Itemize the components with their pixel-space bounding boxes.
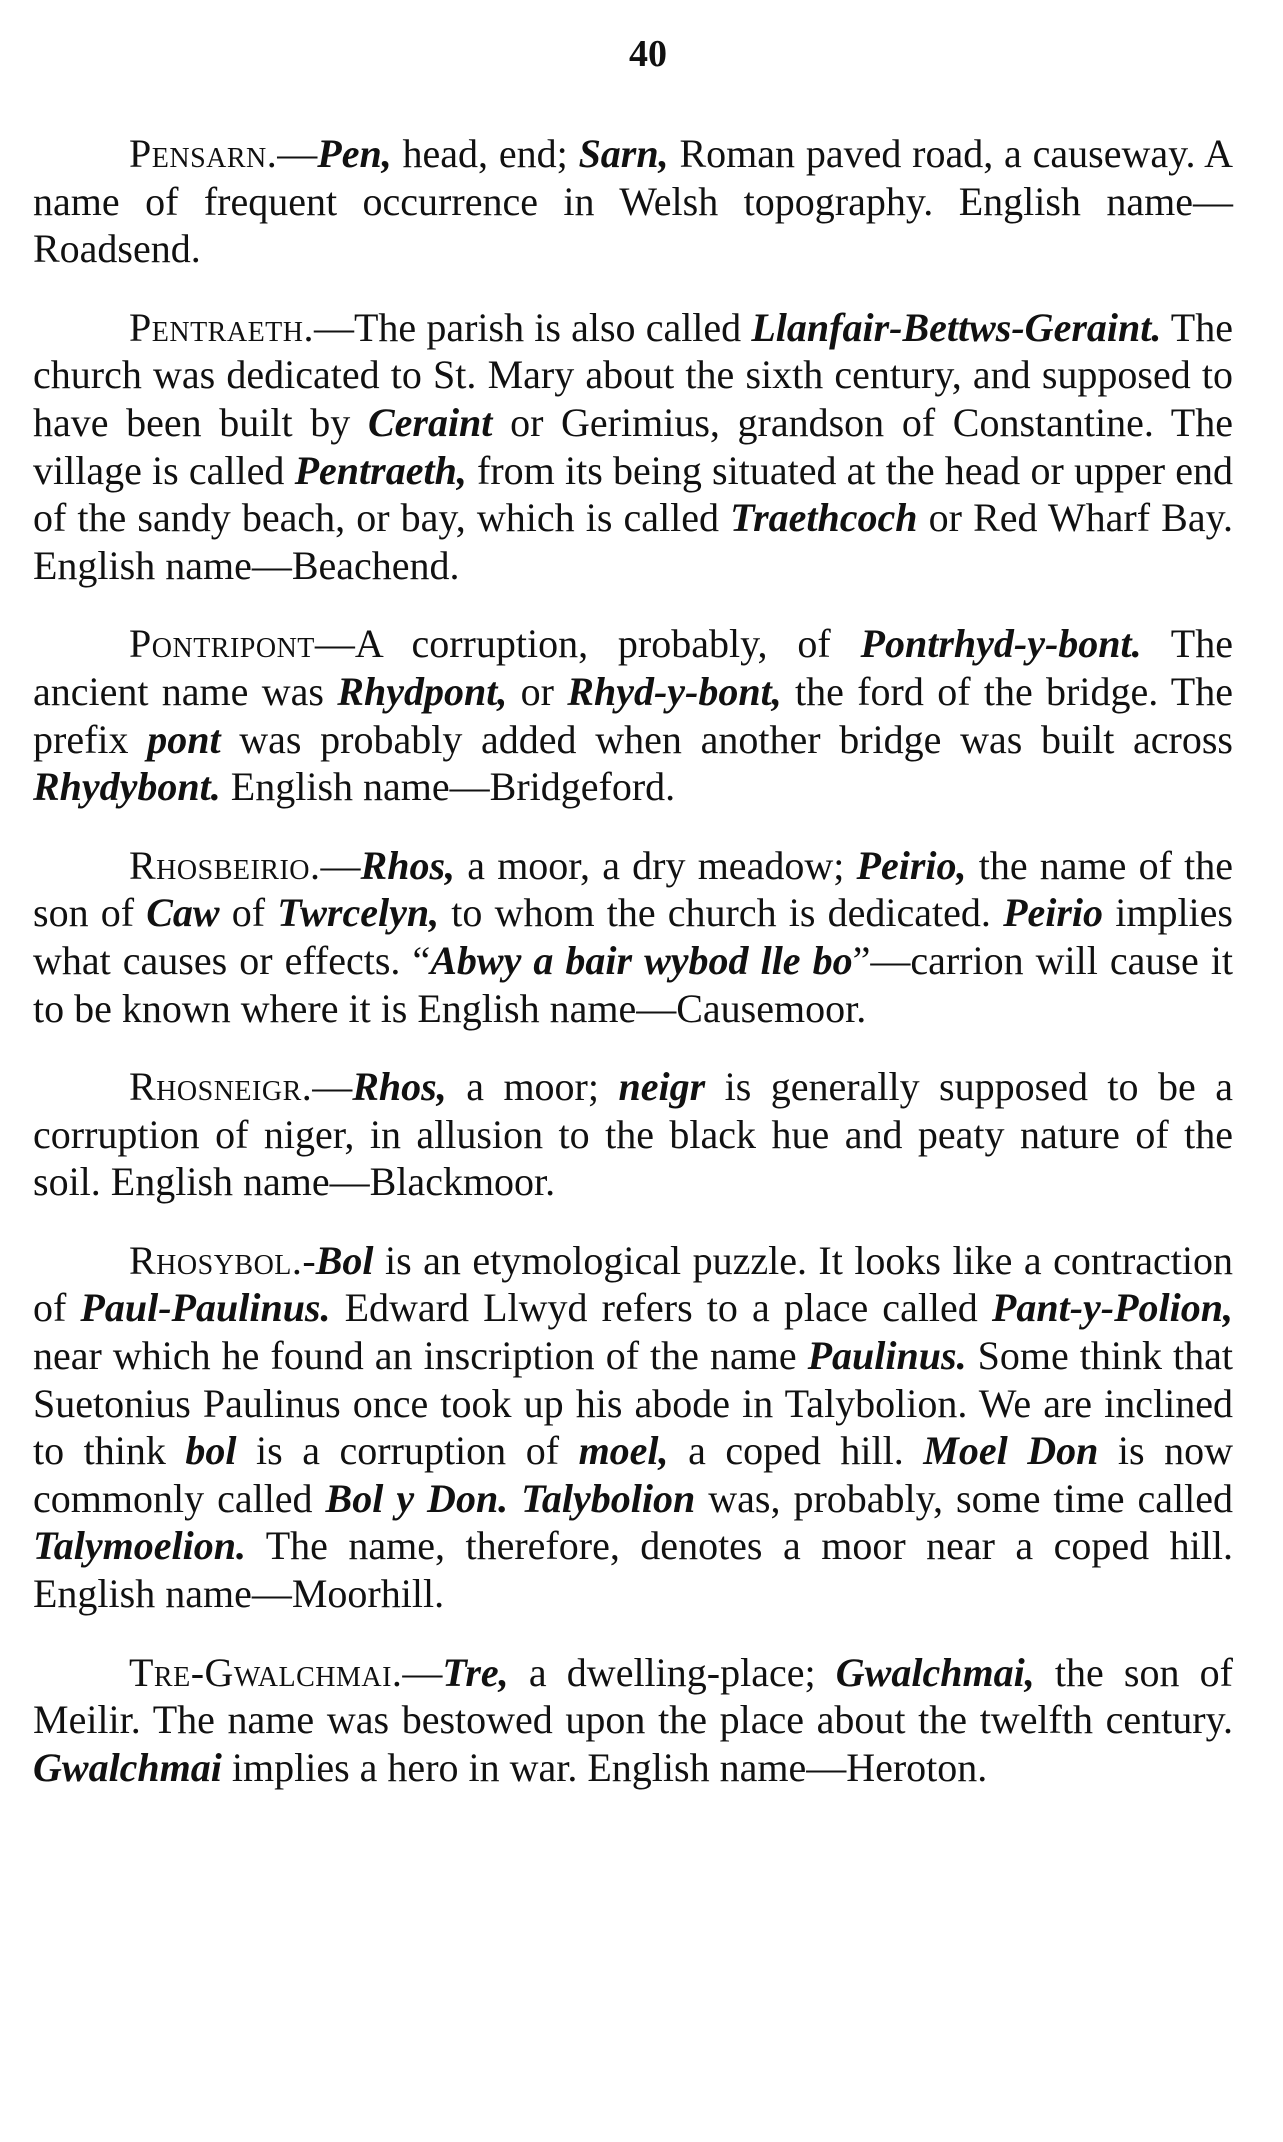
entry-text: —A corruption, probably, of <box>314 621 861 667</box>
italic-term: Rhyd-y-bont, <box>567 668 782 714</box>
entry-paragraph <box>33 620 1233 810</box>
entry-headword: Pentraeth. <box>129 304 314 350</box>
entry-text: a coped hill. <box>668 1428 924 1474</box>
entry-text: or Red Wharf Bay. English name—Beachend. <box>33 495 1233 588</box>
entry-text: the son of Meilir. The name was bestowed upon the place about the twelfth century. <box>33 1649 1233 1743</box>
entry-text: implies what causes or effects. “ <box>33 890 1233 983</box>
italic-term: Gwalchmai, <box>835 1649 1035 1695</box>
entry-paragraph <box>33 130 1233 273</box>
entry-text: — <box>277 131 318 176</box>
entry-paragraph <box>33 1237 1233 1618</box>
italic-term: Gwalchmai <box>33 1744 222 1790</box>
entry-text <box>508 1476 521 1521</box>
italic-term: Twrcelyn, <box>277 890 440 936</box>
entry-text: was, probably, some time called <box>695 1475 1233 1521</box>
entry-text: English name—Bridgeford. <box>220 764 676 810</box>
entry-text: is generally supposed to be a corruption of niger, in allusion to the black hue and peaty nature of the soil. English name—Blackmoor. <box>33 1064 1233 1205</box>
italic-term: pont <box>147 716 221 762</box>
entry-text: — <box>402 1649 443 1695</box>
italic-term: Rhos, <box>360 842 456 888</box>
entry-paragraph <box>33 1063 1233 1206</box>
entry-text: ”—carrion will cause it to be known where it is English name—Causemoor. <box>33 937 1233 1031</box>
entry-text: The church was dedicated to St. Mary about the sixth century, and supposed to have been built by <box>33 304 1233 445</box>
italic-term: Tre, <box>442 1649 509 1695</box>
italic-term: Ceraint <box>367 399 493 445</box>
italic-term: neigr <box>618 1064 706 1110</box>
entry-headword: Rhosybol. <box>129 1237 303 1283</box>
entry-text: Some think that Suetonius Paulinus once took up his abode in Talybolion. We are inclined to think <box>33 1333 1233 1474</box>
italic-term: Talymoelion. <box>33 1523 246 1569</box>
entry-text: near which he found an inscription of the name <box>33 1333 808 1379</box>
entry-text: The name, therefore, denotes a moor near a coped hill. English name—Moorhill. <box>33 1523 1233 1617</box>
entry-headword: Tre-Gwalchmai. <box>129 1649 403 1695</box>
italic-term: Talybolion <box>521 1475 696 1521</box>
entry-text: a moor; <box>446 1064 619 1110</box>
entry-headword: Pensarn. <box>129 131 278 176</box>
italic-term: Paul-Paulinus. <box>80 1285 331 1331</box>
entry-text: a moor, a dry meadow; <box>455 842 857 888</box>
entry-paragraph <box>33 842 1233 1032</box>
entry-text: the name of the son of <box>33 842 1233 936</box>
italic-term: Traethcoch <box>730 495 918 541</box>
entry-text: the ford of the bridge. The prefix <box>33 668 1233 762</box>
entry-text: — <box>320 842 361 888</box>
italic-term: moel, <box>578 1428 669 1474</box>
entry-text: Roman paved road, a causeway. A name of frequent occurrence in Welsh topography. English name—Roadsend. <box>33 131 1234 272</box>
entry-paragraph <box>33 1649 1233 1792</box>
entry-text: - <box>302 1237 316 1283</box>
entry-text: from its being situated at the head or upper end of the sandy beach, or bay, which is called <box>33 447 1234 541</box>
italic-term: Bol y Don. <box>325 1475 509 1521</box>
entry-headword: Rhosneigr. <box>129 1064 313 1110</box>
italic-term: Caw <box>146 890 220 936</box>
entry-text: Edward Llwyd refers to a place called <box>330 1285 992 1331</box>
entry-text: —The parish is also called <box>314 304 752 350</box>
italic-term: Pentraeth, <box>294 447 467 493</box>
entry-text: or <box>507 668 568 714</box>
italic-term: Sarn, <box>578 131 669 176</box>
italic-term: bol <box>185 1428 237 1474</box>
page-number: 40 <box>629 33 667 75</box>
italic-term: Bol <box>315 1237 374 1283</box>
entry-text: The ancient name was <box>33 621 1233 714</box>
entry-headword: Pontripont <box>129 621 315 667</box>
italic-term: Rhydybont. <box>33 764 221 810</box>
italic-term: Peirio <box>1003 890 1104 936</box>
entry-text: is a corruption of <box>236 1428 579 1474</box>
italic-term: Abwy a bair wybod lle bo <box>430 937 853 983</box>
entry-text: of <box>219 890 278 936</box>
italic-term: Pant-y-Polion, <box>991 1285 1233 1331</box>
italic-term: Pontrhyd-y-bont. <box>860 621 1142 667</box>
italic-term: Pen, <box>317 131 392 176</box>
italic-term: Paulinus. <box>807 1333 967 1379</box>
entry-text: or Gerimius, grandson of Constantine. The village is called <box>33 399 1233 493</box>
italic-term: Moel Don <box>923 1428 1099 1474</box>
entry-text: — <box>312 1064 353 1110</box>
entry-text: head, end; <box>391 131 579 176</box>
entry-text: to whom the church is dedicated. <box>439 890 1004 936</box>
entry-text: is an etymological puzzle. It looks like a contraction of <box>33 1237 1233 1331</box>
italic-term: Peirio, <box>856 842 967 888</box>
italic-term: Rhos, <box>352 1064 447 1110</box>
entry-headword: Rhosbeirio. <box>129 842 321 888</box>
entry-text: a dwelling-place; <box>508 1649 836 1695</box>
entry-text: implies a hero in war. English name—Heroton. <box>221 1744 988 1790</box>
italic-term: Llanfair-Bettws-Geraint. <box>751 304 1162 350</box>
entry-paragraph <box>33 304 1233 590</box>
entry-text: was probably added when another bridge was built across <box>220 716 1233 762</box>
entry-text: is now commonly called <box>33 1428 1233 1521</box>
entry-list <box>33 130 1233 1791</box>
italic-term: Rhydpont, <box>337 668 508 714</box>
